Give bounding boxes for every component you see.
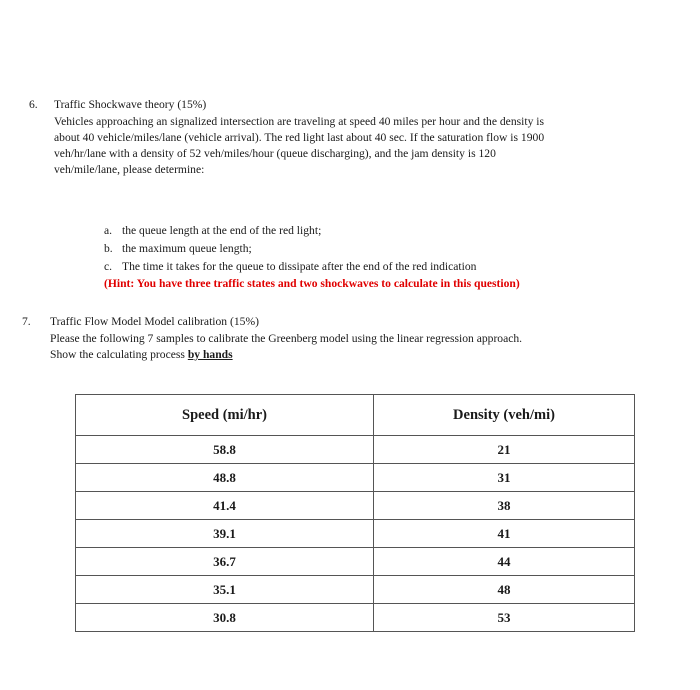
- density-cell: 48: [374, 576, 635, 604]
- question-6-hint: (Hint: You have three traffic states and two shockwaves to calculate in this question): [104, 277, 520, 290]
- samples-table: [75, 394, 635, 632]
- speed-cell: 41.4: [76, 492, 374, 520]
- by-hands-emphasis: by hands: [187, 348, 233, 361]
- table-row: [76, 464, 635, 492]
- density-cell: 31: [374, 464, 635, 492]
- question-6-body-line-4: veh/mile/lane, please determine:: [54, 163, 205, 176]
- item-b-text: the maximum queue length;: [122, 242, 252, 255]
- speed-cell: 58.8: [76, 436, 374, 464]
- table-header-row: [76, 395, 635, 436]
- density-cell: 38: [374, 492, 635, 520]
- density-cell: 21: [374, 436, 635, 464]
- question-7-line-2: [50, 347, 233, 362]
- speed-cell: 35.1: [76, 576, 374, 604]
- table-row: [76, 548, 635, 576]
- density-cell: 44: [374, 548, 635, 576]
- item-a-text: the queue length at the end of the red light;: [122, 224, 322, 237]
- item-c-marker: c.: [104, 260, 113, 273]
- item-a-marker: a.: [104, 224, 113, 237]
- item-b-marker: b.: [104, 242, 113, 255]
- table-row: [76, 604, 635, 632]
- speed-cell: 39.1: [76, 520, 374, 548]
- speed-column-header: Speed (mi/hr): [76, 395, 374, 436]
- density-cell: 41: [374, 520, 635, 548]
- table-row: [76, 520, 635, 548]
- question-7-title: Traffic Flow Model Model calibration (15%): [50, 315, 259, 328]
- speed-cell: 36.7: [76, 548, 374, 576]
- speed-cell: 48.8: [76, 464, 374, 492]
- table-row: [76, 576, 635, 604]
- density-column-header: Density (veh/mi): [374, 395, 635, 436]
- question-6-body-line-1: Vehicles approaching an signalized intersection are traveling at speed 40 miles per hour and the density is: [54, 115, 544, 128]
- table-row: [76, 492, 635, 520]
- question-7-line-1: Please the following 7 samples to calibrate the Greenberg model using the linear regression approach.: [50, 332, 523, 345]
- question-7-line-2-prefix: Show the calculating process: [50, 348, 185, 361]
- question-6-body-line-3: veh/hr/lane with a density of 52 veh/miles/hour (queue discharging), and the jam density is 120: [54, 147, 496, 160]
- question-6-title: Traffic Shockwave theory (15%): [54, 98, 207, 111]
- speed-cell: 30.8: [76, 604, 374, 632]
- density-cell: 53: [374, 604, 635, 632]
- table-row: [76, 436, 635, 464]
- item-c-text: The time it takes for the queue to dissipate after the end of the red indication: [122, 260, 477, 273]
- question-6-number: 6.: [29, 98, 38, 111]
- question-7-number: 7.: [22, 315, 31, 328]
- question-6-body-line-2: about 40 vehicle/miles/lane (vehicle arrival). The red light last about 40 sec. If the saturation flow is 1900: [54, 131, 545, 144]
